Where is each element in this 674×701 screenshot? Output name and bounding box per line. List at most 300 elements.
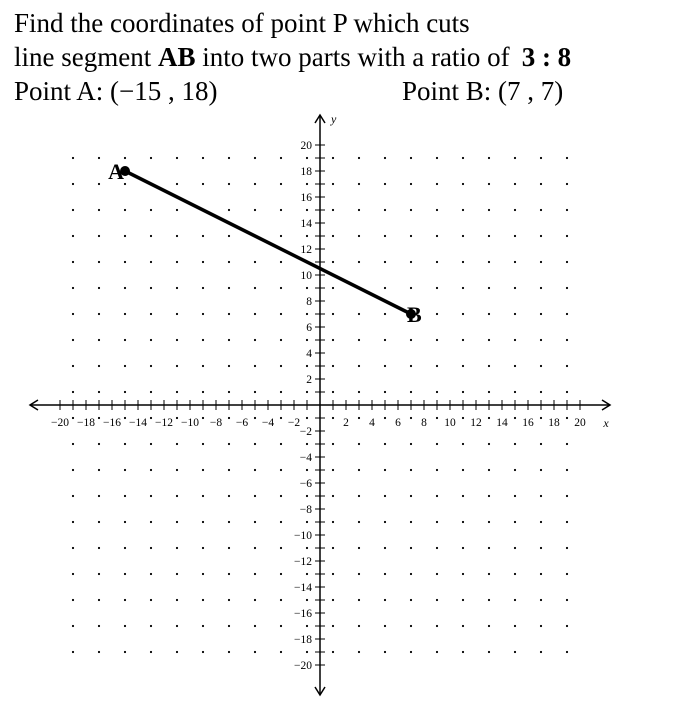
grid-dot	[150, 235, 152, 237]
grid-dot	[462, 521, 464, 523]
grid-dot	[72, 625, 74, 627]
grid-dot	[72, 521, 74, 523]
grid-dot	[72, 573, 74, 575]
grid-dot	[462, 157, 464, 159]
grid-dot	[540, 157, 542, 159]
grid-dot	[254, 573, 256, 575]
grid-dot	[176, 651, 178, 653]
grid-dot	[228, 287, 230, 289]
grid-dot	[384, 209, 386, 211]
grid-dot	[150, 599, 152, 601]
grid-dot	[384, 547, 386, 549]
grid-dot	[280, 261, 282, 263]
grid-dot	[436, 599, 438, 601]
grid-dot	[358, 339, 360, 341]
grid-dot	[540, 209, 542, 211]
grid-dot	[202, 495, 204, 497]
grid-dot	[436, 521, 438, 523]
grid-dot	[332, 261, 334, 263]
grid-dot	[176, 573, 178, 575]
grid-dot	[254, 209, 256, 211]
grid-dot	[176, 183, 178, 185]
grid-dot	[280, 417, 282, 419]
x-tick-label: 2	[343, 417, 349, 429]
grid-dot	[280, 625, 282, 627]
grid-dot	[566, 209, 568, 211]
grid-dot	[306, 235, 308, 237]
grid-dot	[98, 157, 100, 159]
grid-dot	[98, 339, 100, 341]
grid-dot	[228, 157, 230, 159]
problem-text-2-mid: into two parts with a ratio of	[195, 42, 510, 72]
grid-dot	[436, 287, 438, 289]
grid-dot	[332, 443, 334, 445]
grid-dot	[358, 235, 360, 237]
grid-dot	[540, 547, 542, 549]
grid-dot	[72, 469, 74, 471]
grid-dot	[410, 495, 412, 497]
grid-dot	[566, 521, 568, 523]
grid-dot	[150, 287, 152, 289]
grid-dot	[254, 443, 256, 445]
grid-dot	[202, 651, 204, 653]
grid-dot	[98, 547, 100, 549]
grid-dot	[72, 495, 74, 497]
y-tick-label: −10	[294, 530, 312, 542]
grid-dot	[514, 157, 516, 159]
grid-dot	[332, 495, 334, 497]
grid-dot	[462, 313, 464, 315]
grid-dot	[124, 651, 126, 653]
grid-dot	[98, 261, 100, 263]
grid-dot	[98, 625, 100, 627]
grid-dot	[176, 495, 178, 497]
grid-dot	[462, 235, 464, 237]
grid-dot	[124, 287, 126, 289]
grid-dot	[514, 365, 516, 367]
x-tick-label: 14	[496, 417, 508, 429]
grid-dot	[124, 157, 126, 159]
grid-dot	[306, 313, 308, 315]
grid-dot	[228, 443, 230, 445]
grid-dot	[228, 521, 230, 523]
grid-dot	[98, 235, 100, 237]
grid-dot	[228, 495, 230, 497]
grid-dot	[488, 313, 490, 315]
grid-dot	[306, 443, 308, 445]
grid-dot	[514, 209, 516, 211]
y-tick-label: −6	[299, 478, 312, 490]
grid-dot	[150, 261, 152, 263]
grid-dot	[358, 625, 360, 627]
grid-dot	[254, 495, 256, 497]
grid-dot	[306, 521, 308, 523]
grid-dot	[436, 157, 438, 159]
grid-dot	[150, 391, 152, 393]
grid-dot	[228, 339, 230, 341]
grid-dot	[358, 417, 360, 419]
grid-dot	[280, 209, 282, 211]
grid-dot	[176, 599, 178, 601]
grid-dot	[306, 547, 308, 549]
grid-dot	[462, 599, 464, 601]
grid-dot	[384, 339, 386, 341]
grid-dot	[462, 287, 464, 289]
grid-dot	[462, 469, 464, 471]
grid-dot	[462, 443, 464, 445]
grid-dot	[254, 547, 256, 549]
grid-dot	[540, 261, 542, 263]
grid-dot	[358, 469, 360, 471]
grid-dot	[540, 625, 542, 627]
grid-dot	[202, 287, 204, 289]
grid-dot	[332, 339, 334, 341]
grid-dot	[566, 235, 568, 237]
grid-dot	[462, 261, 464, 263]
x-tick-label: −20	[51, 417, 69, 429]
grid-dot	[436, 625, 438, 627]
grid-dot	[514, 287, 516, 289]
grid-dot	[228, 313, 230, 315]
grid-dot	[228, 183, 230, 185]
grid-dot	[566, 573, 568, 575]
grid-dot	[488, 547, 490, 549]
x-tick-label: 8	[421, 417, 427, 429]
grid-dot	[566, 287, 568, 289]
y-tick-label: −8	[299, 504, 312, 516]
grid-dot	[228, 235, 230, 237]
grid-dot	[228, 573, 230, 575]
grid-dot	[540, 443, 542, 445]
grid-dot	[540, 469, 542, 471]
grid-dot	[254, 599, 256, 601]
grid-dot	[98, 495, 100, 497]
grid-dot	[384, 365, 386, 367]
grid-dot	[332, 417, 334, 419]
grid-dot	[358, 261, 360, 263]
grid-dot	[384, 495, 386, 497]
grid-dot	[358, 521, 360, 523]
grid-dot	[488, 625, 490, 627]
grid-dot	[306, 469, 308, 471]
grid-dot	[540, 599, 542, 601]
grid-dot	[124, 443, 126, 445]
x-tick-label: −18	[77, 417, 95, 429]
grid-dot	[176, 339, 178, 341]
grid-dot	[202, 339, 204, 341]
grid-dot	[566, 625, 568, 627]
grid-dot	[436, 183, 438, 185]
grid-dot	[488, 417, 490, 419]
grid-dot	[514, 625, 516, 627]
grid-dot	[228, 469, 230, 471]
y-tick-label: −12	[294, 556, 312, 568]
grid-dot	[514, 235, 516, 237]
y-tick-label: 4	[306, 348, 312, 360]
grid-dot	[150, 651, 152, 653]
grid-dot	[488, 339, 490, 341]
y-tick-label: 20	[300, 140, 312, 152]
grid-dot	[540, 521, 542, 523]
grid-dot	[514, 417, 516, 419]
grid-dot	[202, 261, 204, 263]
grid-dot	[332, 183, 334, 185]
grid-dot	[150, 625, 152, 627]
grid-dot	[228, 261, 230, 263]
grid-dot	[514, 495, 516, 497]
grid-dot	[254, 417, 256, 419]
x-tick-label: 16	[522, 417, 534, 429]
grid-dot	[410, 469, 412, 471]
grid-dot	[410, 235, 412, 237]
grid-dot	[462, 625, 464, 627]
grid-dot	[98, 313, 100, 315]
grid-dot	[462, 183, 464, 185]
grid-dot	[228, 651, 230, 653]
grid-dot	[410, 261, 412, 263]
grid-dot	[540, 339, 542, 341]
grid-dot	[202, 365, 204, 367]
grid-dot	[566, 313, 568, 315]
grid-dot	[436, 313, 438, 315]
grid-dot	[72, 365, 74, 367]
grid-dot	[254, 391, 256, 393]
segment-ab	[125, 171, 411, 314]
grid-dot	[514, 183, 516, 185]
grid-dot	[124, 391, 126, 393]
grid-dot	[202, 599, 204, 601]
grid-dot	[150, 417, 152, 419]
grid-dot	[436, 547, 438, 549]
grid-dot	[514, 391, 516, 393]
grid-dot	[176, 287, 178, 289]
grid-dot	[332, 599, 334, 601]
grid-dot	[254, 469, 256, 471]
grid-dot	[98, 417, 100, 419]
grid-dot	[280, 573, 282, 575]
grid-dot	[150, 443, 152, 445]
grid-dot	[306, 573, 308, 575]
grid-dot	[384, 573, 386, 575]
x-tick-label: −16	[103, 417, 121, 429]
grid-dot	[72, 339, 74, 341]
grid-dot	[384, 391, 386, 393]
grid-dot	[384, 651, 386, 653]
grid-dot	[332, 313, 334, 315]
grid-dot	[176, 443, 178, 445]
grid-dot	[202, 521, 204, 523]
grid-dot	[150, 521, 152, 523]
grid-dot	[540, 183, 542, 185]
grid-dot	[280, 469, 282, 471]
y-tick-label: 6	[306, 322, 312, 334]
x-tick-label: 12	[470, 417, 482, 429]
grid-dot	[566, 183, 568, 185]
grid-dot	[176, 391, 178, 393]
grid-dot	[384, 625, 386, 627]
grid-dot	[514, 651, 516, 653]
grid-dot	[410, 651, 412, 653]
y-tick-label: −14	[294, 582, 312, 594]
grid-dot	[98, 365, 100, 367]
grid-dot	[280, 391, 282, 393]
grid-dot	[176, 625, 178, 627]
grid-dot	[436, 339, 438, 341]
grid-dot	[176, 313, 178, 315]
y-tick-label: 2	[306, 374, 312, 386]
grid-dot	[124, 547, 126, 549]
grid-dot	[72, 417, 74, 419]
x-tick-label: −14	[129, 417, 147, 429]
grid-dot	[72, 235, 74, 237]
grid-dot	[436, 235, 438, 237]
grid-dot	[306, 287, 308, 289]
grid-dot	[254, 287, 256, 289]
x-tick-label: −10	[181, 417, 199, 429]
grid-dot	[150, 495, 152, 497]
grid-dot	[280, 313, 282, 315]
grid-dot	[384, 599, 386, 601]
grid-dot	[358, 365, 360, 367]
grid-dot	[488, 599, 490, 601]
grid-dot	[306, 495, 308, 497]
grid-dot	[566, 417, 568, 419]
grid-dot	[228, 547, 230, 549]
grid-dot	[332, 573, 334, 575]
grid-dot	[332, 547, 334, 549]
grid-dot	[176, 521, 178, 523]
x-tick-label: 6	[395, 417, 401, 429]
grid-dot	[358, 157, 360, 159]
grid-dot	[384, 417, 386, 419]
grid-dot	[566, 157, 568, 159]
grid-dot	[436, 495, 438, 497]
y-tick-label: 10	[300, 270, 312, 282]
grid-dot	[254, 651, 256, 653]
grid-dot	[202, 443, 204, 445]
grid-dot	[306, 365, 308, 367]
grid-dot	[540, 365, 542, 367]
x-tick-label: 10	[444, 417, 456, 429]
grid-dot	[358, 573, 360, 575]
grid-dot	[332, 469, 334, 471]
grid-dot	[176, 157, 178, 159]
grid-dot	[150, 313, 152, 315]
grid-dot	[462, 651, 464, 653]
grid-dot	[228, 209, 230, 211]
grid-dot	[228, 391, 230, 393]
y-tick-label: 14	[300, 218, 312, 230]
point-label-b: B	[407, 302, 422, 327]
grid-dot	[306, 651, 308, 653]
grid-dot	[462, 209, 464, 211]
grid-dot	[566, 339, 568, 341]
grid-dot	[306, 417, 308, 419]
grid-dot	[410, 625, 412, 627]
grid-dot	[176, 547, 178, 549]
grid-dot	[280, 547, 282, 549]
grid-dot	[358, 209, 360, 211]
grid-dot	[254, 521, 256, 523]
grid-dot	[514, 469, 516, 471]
grid-dot	[488, 157, 490, 159]
y-tick-label: 12	[300, 244, 312, 256]
grid-dot	[202, 313, 204, 315]
grid-dot	[488, 469, 490, 471]
grid-dot	[436, 443, 438, 445]
grid-dot	[124, 521, 126, 523]
grid-dot	[462, 417, 464, 419]
grid-dot	[462, 495, 464, 497]
grid-dot	[280, 495, 282, 497]
grid-dot	[150, 469, 152, 471]
grid-dot	[202, 573, 204, 575]
grid-dot	[254, 157, 256, 159]
grid-dot	[488, 651, 490, 653]
grid-dot	[124, 495, 126, 497]
grid-dot	[72, 651, 74, 653]
grid-dot	[306, 339, 308, 341]
grid-dot	[124, 209, 126, 211]
grid-dot	[98, 521, 100, 523]
grid-dot	[202, 417, 204, 419]
grid-dot	[280, 235, 282, 237]
grid-dot	[202, 235, 204, 237]
grid-dot	[436, 261, 438, 263]
grid-dot	[228, 625, 230, 627]
ratio-value: 3 : 8	[521, 42, 572, 72]
grid-dot	[410, 183, 412, 185]
grid-dot	[410, 339, 412, 341]
grid-dot	[124, 261, 126, 263]
grid-dot	[488, 495, 490, 497]
grid-dot	[358, 547, 360, 549]
grid-dot	[176, 235, 178, 237]
grid-dot	[410, 443, 412, 445]
grid-dot	[410, 547, 412, 549]
grid-dot	[436, 417, 438, 419]
grid-dot	[72, 391, 74, 393]
grid-dot	[410, 365, 412, 367]
grid-dot	[488, 235, 490, 237]
problem-text-1: Find the coordinates of point P which cuts	[14, 8, 470, 38]
grid-dot	[280, 443, 282, 445]
grid-dot	[488, 391, 490, 393]
grid-dot	[462, 547, 464, 549]
grid-dot	[566, 469, 568, 471]
grid-dot	[254, 261, 256, 263]
grid-dot	[150, 547, 152, 549]
grid-dot	[332, 287, 334, 289]
grid-dot	[98, 287, 100, 289]
y-tick-label: −20	[294, 660, 312, 672]
grid-dot	[254, 313, 256, 315]
grid-dot	[384, 469, 386, 471]
grid-dot	[540, 313, 542, 315]
grid-dot	[280, 365, 282, 367]
grid-dot	[384, 183, 386, 185]
grid-dot	[410, 391, 412, 393]
grid-dot	[98, 469, 100, 471]
grid-dot	[306, 183, 308, 185]
y-tick-label: −2	[299, 426, 312, 438]
grid-dot	[202, 183, 204, 185]
grid-dot	[98, 391, 100, 393]
y-tick-label: 18	[300, 166, 312, 178]
grid-dot	[176, 261, 178, 263]
grid-dot	[488, 443, 490, 445]
grid-dot	[462, 365, 464, 367]
